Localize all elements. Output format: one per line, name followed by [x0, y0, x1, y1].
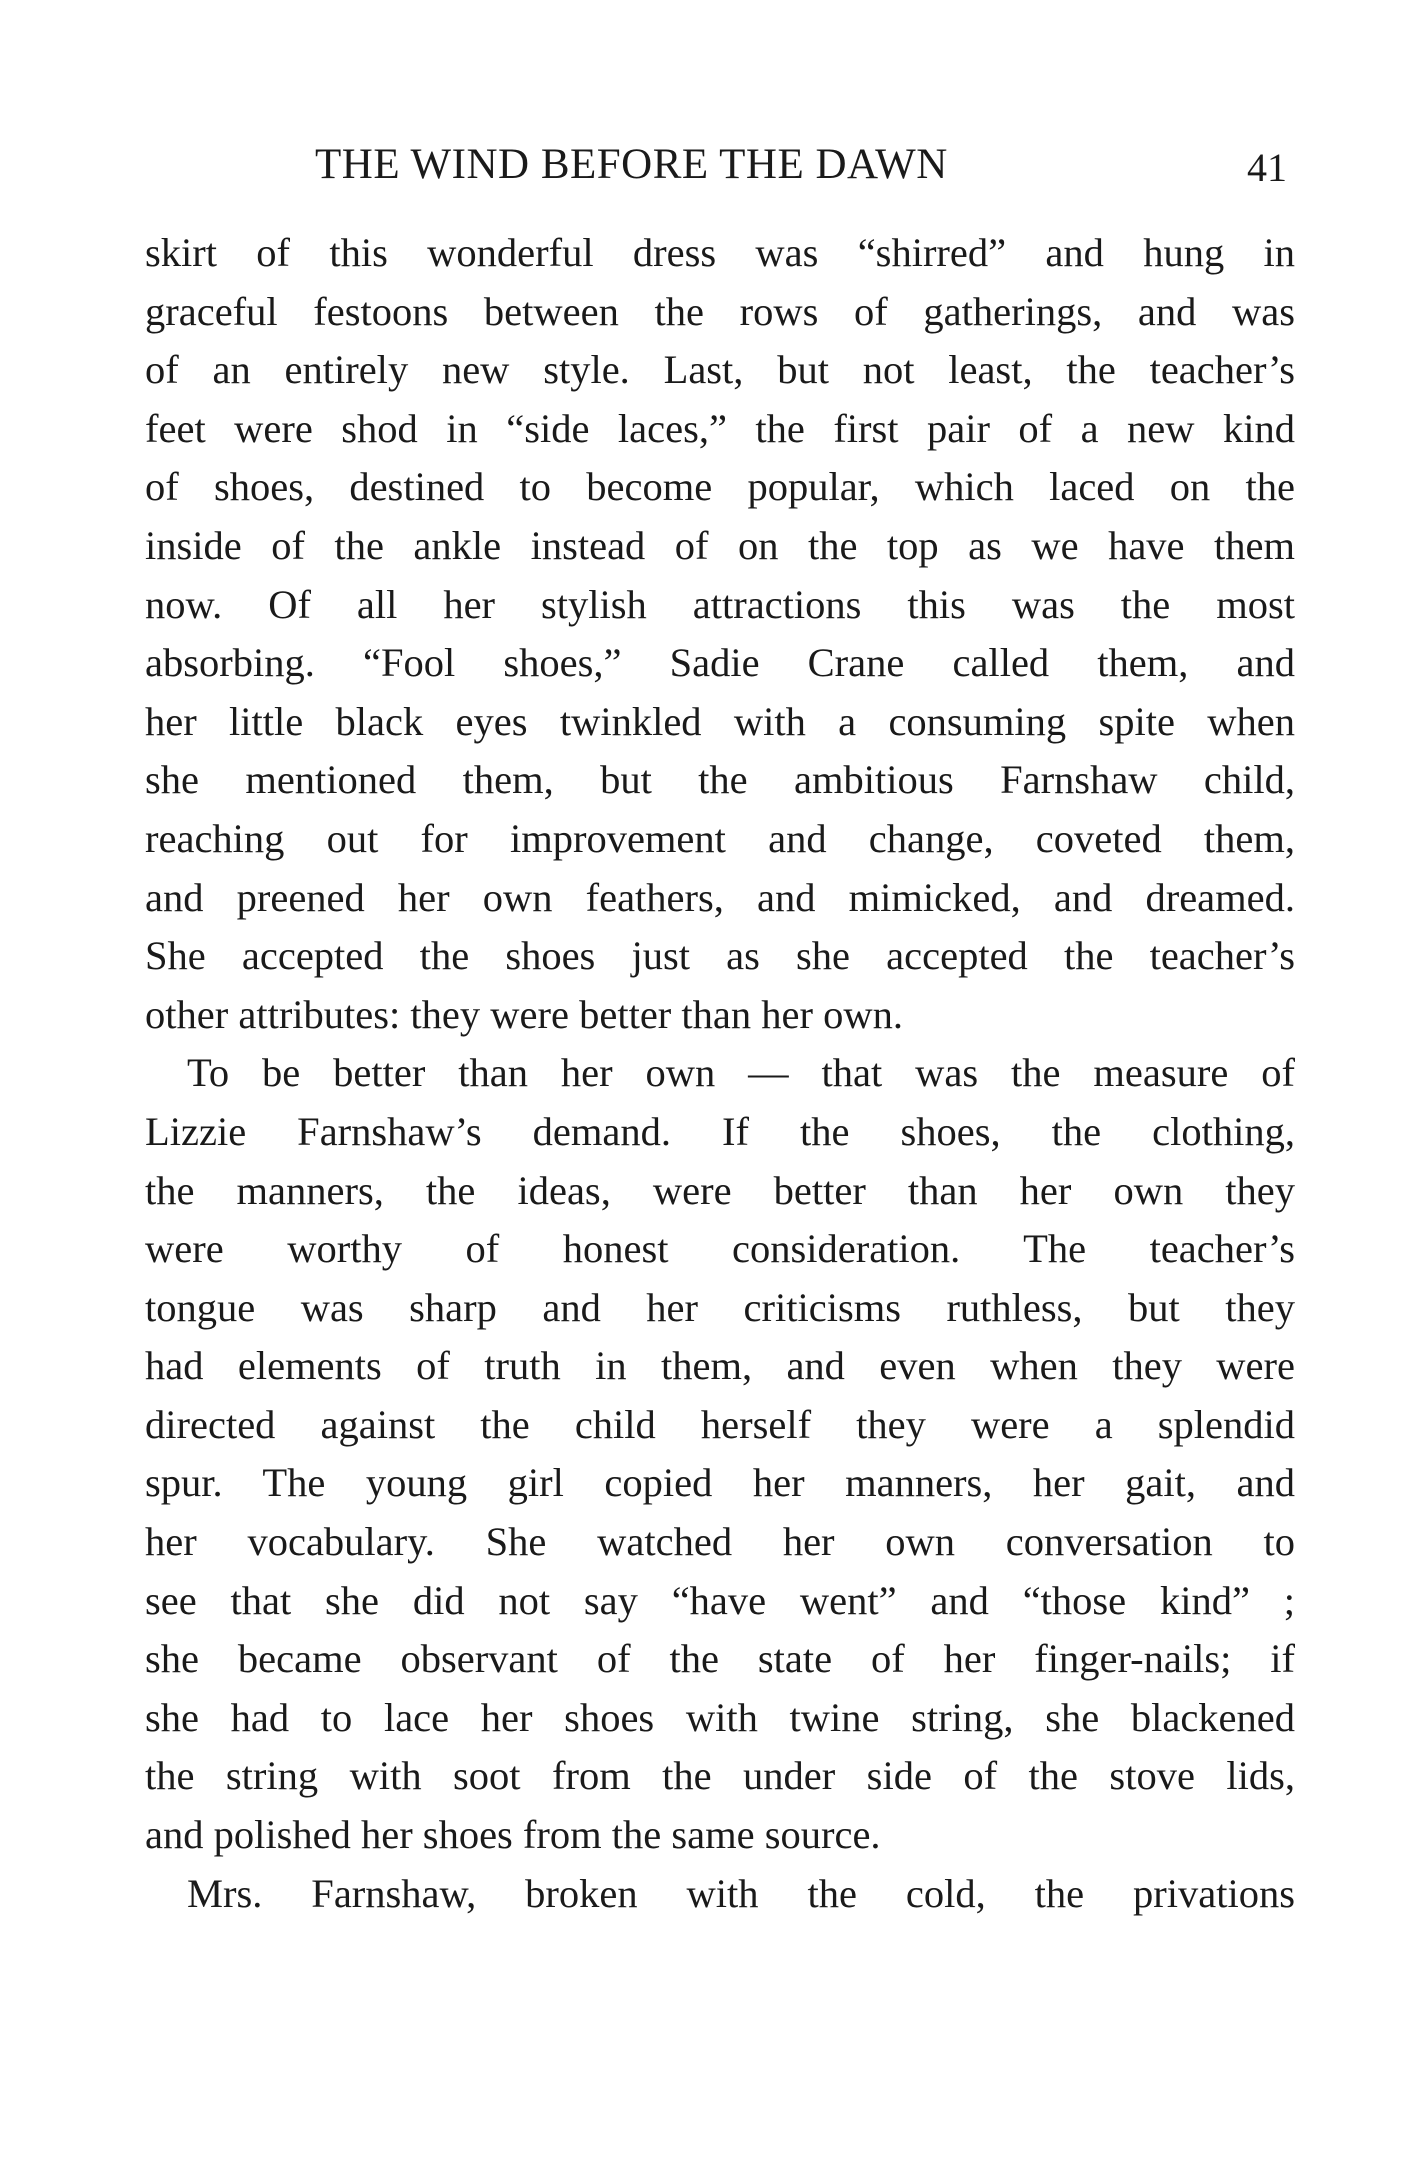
text-line: her little black eyes twinkled with a consuming spite when [145, 698, 1295, 744]
text-line: She accepted the shoes just as she accepted the teacher’s [145, 933, 1295, 979]
text-line: spur. The young girl copied her manners, her gait, and [145, 1460, 1295, 1506]
text-line: absorbing. “Fool shoes,” Sadie Crane called them, and [145, 640, 1295, 686]
text-line: of shoes, destined to become popular, which laced on the [145, 464, 1295, 510]
text-line: see that she did not say “have went” and “those kind” ; [145, 1577, 1295, 1623]
text-line: of an entirely new style. Last, but not least, the teacher’s [145, 347, 1295, 393]
body-text [145, 224, 1295, 1923]
text-line: skirt of this wonderful dress was “shirred” and hung in [145, 230, 1295, 275]
text-line: and polished her shoes from the same source. [145, 1812, 881, 1858]
text-line: she became observant of the state of her finger-nails; if [145, 1636, 1295, 1682]
book-page [145, 140, 1295, 2040]
text-line: and preened her own feathers, and mimicked, and dreamed. [145, 874, 1295, 920]
text-line: were worthy of honest consideration. The teacher’s [145, 1226, 1295, 1272]
running-head [145, 140, 1295, 210]
text-line: To be better than her own — that was the measure of [187, 1050, 1295, 1096]
text-line: Lizzie Farnshaw’s demand. If the shoes, the clothing, [145, 1108, 1295, 1154]
text-line: the string with soot from the under side of the stove lids, [145, 1753, 1295, 1799]
text-line: graceful festoons between the rows of gatherings, and was [145, 288, 1295, 334]
paragraph-1 [145, 224, 1295, 1044]
paragraph-2 [145, 1044, 1295, 1864]
text-line: feet were shod in “side laces,” the first pair of a new kind [145, 405, 1295, 451]
text-line: directed against the child herself they were a splendid [145, 1401, 1295, 1447]
text-line: the manners, the ideas, were better than her own they [145, 1167, 1295, 1213]
text-line: she had to lace her shoes with twine string, she blackened [145, 1694, 1295, 1740]
text-line: other attributes: they were better than her own. [145, 991, 903, 1037]
running-title: THE WIND BEFORE THE DAWN [315, 141, 948, 188]
text-line: inside of the ankle instead of on the top as we have them [145, 522, 1295, 568]
paragraph-3 [145, 1865, 1295, 1924]
text-line: had elements of truth in them, and even when they were [145, 1343, 1295, 1389]
text-line: she mentioned them, but the ambitious Farnshaw child, [145, 757, 1295, 803]
text-line: Mrs. Farnshaw, broken with the cold, the privations [187, 1870, 1295, 1916]
text-line: tongue was sharp and her criticisms ruthless, but they [145, 1284, 1295, 1330]
text-line: reaching out for improvement and change, coveted them, [145, 815, 1295, 861]
text-line: her vocabulary. She watched her own conversation to [145, 1519, 1295, 1565]
text-line: now. Of all her stylish attractions this was the most [145, 581, 1295, 627]
page-number: 41 [1247, 145, 1287, 190]
